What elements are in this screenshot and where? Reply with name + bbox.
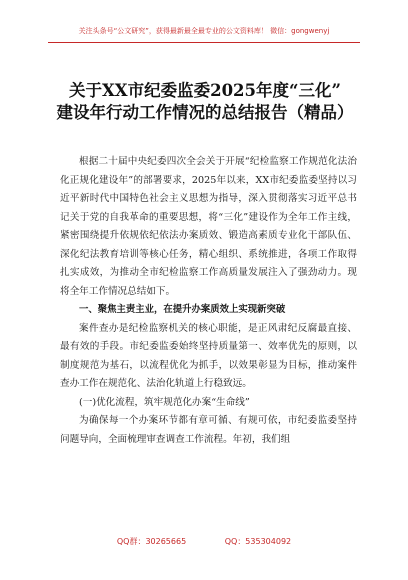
subsection-1-paragraph: 为确保每一个办案环节都有章可循、有规可依，市纪委监委坚持问题导向，全面梳理审查调查工作流程。年初，我们组 bbox=[60, 415, 357, 445]
footer-qq: QQ：535304092 bbox=[224, 537, 292, 546]
footer-qq-group: QQ群：30265665 bbox=[116, 537, 187, 546]
document-title bbox=[40, 80, 370, 124]
header-banner: 关注头条号“公文研究”，获得最新最全最专业的公文资料库！ 微信：gongwenyj bbox=[78, 27, 330, 35]
intro-paragraph: 根据二十届中央纪委四次全会关于开展“纪检监察工作规范化法治化正规化建设年”的部署要求，2025年以来，XX市纪委监委坚持以习近平新时代中国特色社会主义思想为指导，深入贯彻落实习近平总书记关于党的自我革命的重要思想，将“三化”建设作为全年工作主线，紧密围绕提升依规依纪依法办案质效、锻造高素质专业化干部队伍、深化纪法教育培训等核心任务，精心组织、系统推进，各项工作取得扎实成效，为推动全市纪检监察工作高质量发展注入了强劲动力。现将全年工作情况总结如下。 bbox=[60, 156, 357, 297]
header-divider bbox=[48, 42, 360, 43]
subsection-1-heading: (一)优化流程，筑牢规范化办案“生命线” bbox=[79, 396, 250, 408]
section-1-paragraph: 案件查办是纪检监察机关的核心职能，是正风肃纪反腐最直接、最有效的手段。市纪委监委始终坚持质量第一、效率优先的原则，以制度规范为基石，以流程优化为抓手，以效果彰显为目标，推动案件查办工作在规范化、法治化轨道上行稳致远。 bbox=[60, 322, 357, 389]
title-line-1: 关于XX市纪委监委2025年度“三化” bbox=[68, 81, 341, 100]
document-body bbox=[60, 153, 357, 449]
footer-contact bbox=[0, 536, 408, 548]
section-1-heading: 一、聚焦主责主业，在提升办案质效上实现新突破 bbox=[79, 304, 286, 315]
title-line-2: 建设年行动工作情况的总结报告（精品） bbox=[56, 103, 354, 122]
